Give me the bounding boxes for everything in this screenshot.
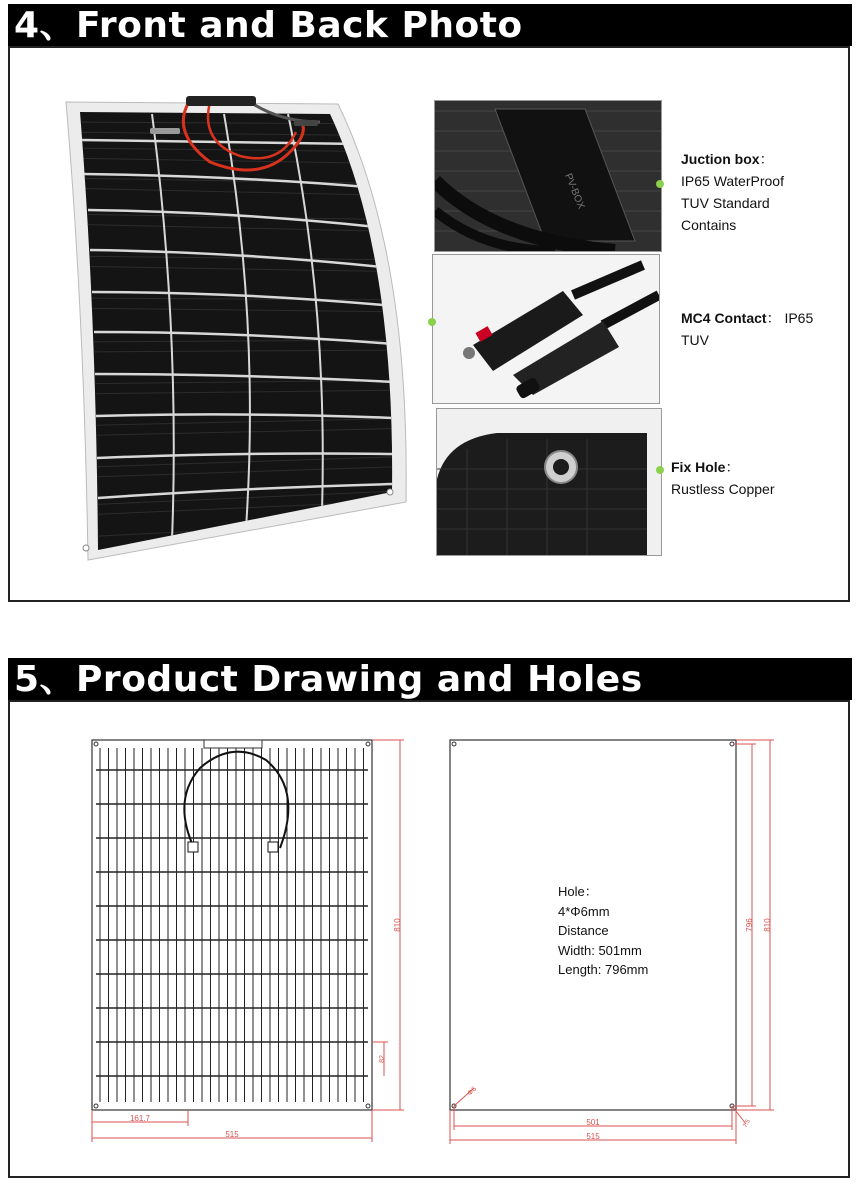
hole-note: [558, 882, 648, 980]
hole-note-line-3: Distance: [558, 923, 609, 938]
back-inner-height-label: 796: [745, 918, 754, 932]
junction-title: Juction box: [681, 151, 760, 167]
junction-box-label: PV-BOX: [562, 172, 587, 211]
fix-hole-indicator-dot: [656, 466, 664, 474]
hole-note-line-5: Length: 796mm: [558, 962, 649, 977]
junction-box-image: [435, 101, 661, 251]
front-width-label: 515: [225, 1130, 239, 1139]
junction-box-photo: [434, 100, 662, 252]
fix-hole-image: [437, 409, 661, 555]
back-inner-width-label: 501: [586, 1118, 600, 1127]
junction-line-2: TUV Standard: [681, 195, 770, 211]
fix-hole-caption: [671, 456, 775, 500]
front-edge-label: 82: [379, 1055, 386, 1063]
front-offset-label: 161.7: [129, 1114, 151, 1123]
hole-note-line-1: Hole：: [558, 884, 598, 899]
solar-panel-photo: [60, 92, 420, 562]
back-outer-height-label: 810: [763, 918, 772, 932]
mc4-photo: [432, 254, 660, 404]
front-height-label: 810: [393, 918, 402, 932]
section-4-title: 4、Front and Back Photo: [14, 5, 523, 46]
mc4-value: IP65: [784, 310, 814, 326]
section-4-banner: [8, 4, 852, 46]
fix-hole-title: Fix Hole: [671, 459, 726, 475]
back-corner-label: 7.5: [742, 1118, 752, 1129]
mc4-caption: [681, 307, 813, 351]
junction-indicator-dot: [656, 180, 664, 188]
back-hole-label: Φ6: [466, 1085, 479, 1098]
hole-note-line-2: 4*Φ6mm: [558, 903, 610, 919]
junction-line-1: IP65 WaterProof: [681, 173, 784, 189]
mc4-line-2: TUV: [681, 332, 709, 348]
junction-colon: ：: [759, 151, 774, 167]
hole-note-line-4: Width: 501mm: [558, 942, 642, 958]
mc4-title: MC4 Contact: [681, 310, 767, 326]
junction-caption: [681, 148, 784, 236]
back-outer-width-label: 515: [586, 1132, 600, 1141]
section-5-banner: [8, 658, 852, 700]
junction-line-3: Contains: [681, 217, 737, 233]
fix-hole-line-1: Rustless Copper: [671, 481, 775, 497]
mc4-colon: ：: [766, 310, 781, 326]
section-5-title: 5、Product Drawing and Holes: [14, 659, 643, 700]
fix-hole-photo: [436, 408, 662, 556]
mc4-indicator-dot: [428, 318, 436, 326]
fix-hole-colon: ：: [725, 459, 740, 475]
front-drawing: [82, 730, 412, 1146]
mc4-image: [433, 255, 659, 403]
